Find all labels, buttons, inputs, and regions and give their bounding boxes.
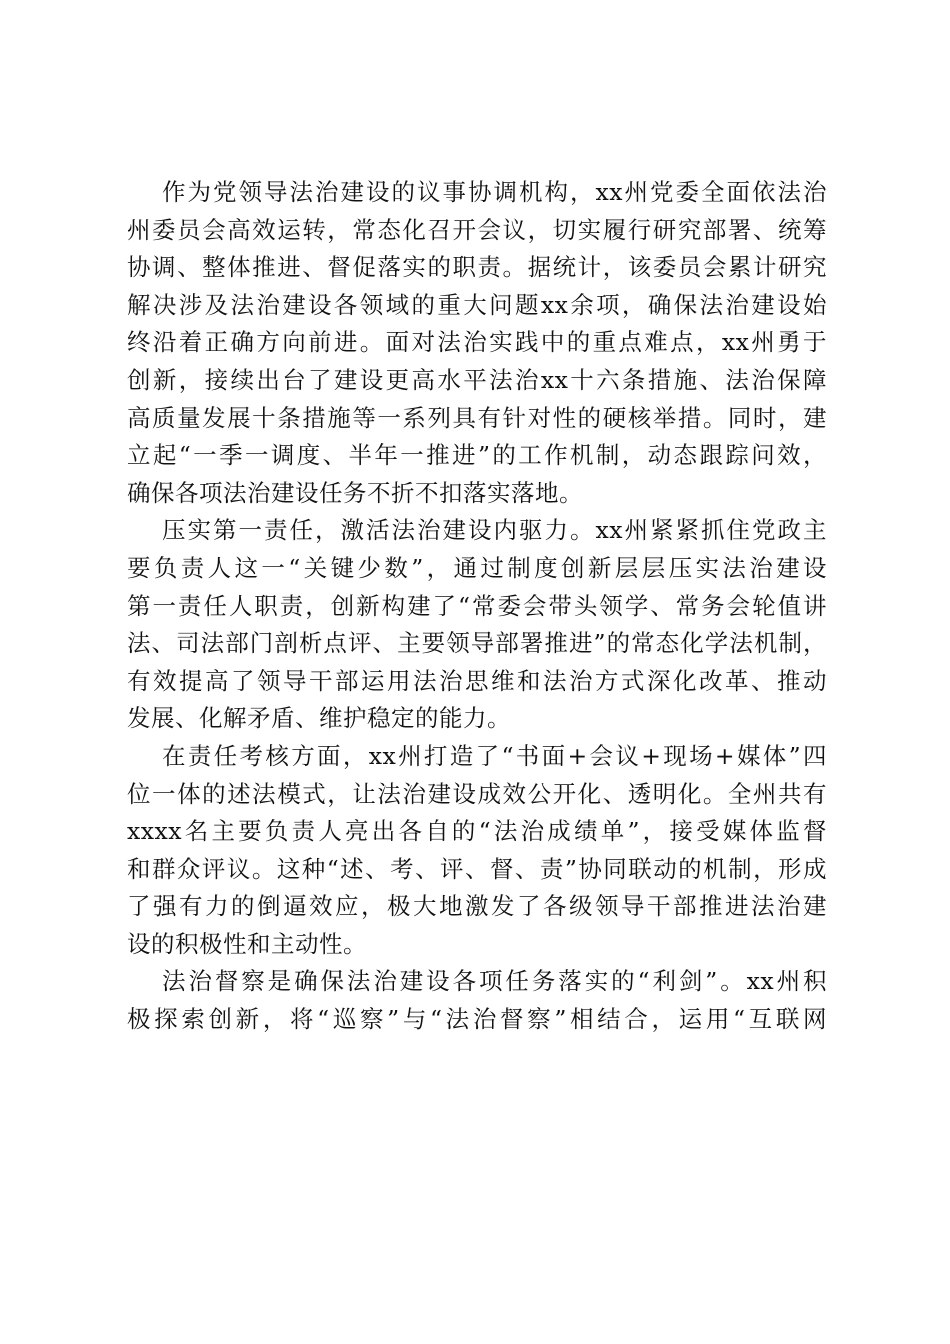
text-line: 位一体的述法模式，让法治建设成效公开化、透明化。全州共有 (127, 779, 827, 808)
paragraph-1 (127, 174, 827, 512)
text-line: 高质量发展十条措施等一系列具有针对性的硬核举措。同时，建 (127, 403, 827, 432)
text-line: 州委员会高效运转，常态化召开会议，切实履行研究部署、统筹 (127, 215, 827, 244)
paragraph-3 (127, 738, 827, 964)
text-line: 设的积极性和主动性。 (127, 929, 367, 958)
text-line: 立起“一季一调度、半年一推进”的工作机制，动态跟踪问效， (127, 441, 827, 470)
text-line: 了强有力的倒逼效应，极大地激发了各级领导干部推进法治建 (127, 892, 827, 921)
text-line: xxxx名主要负责人亮出各自的“法治成绩单”，接受媒体监督 (127, 817, 827, 846)
document-page (127, 174, 827, 1039)
text-line: 终沿着正确方向前进。面对法治实践中的重点难点，xx州勇于 (127, 328, 827, 357)
text-line: 确保各项法治建设任务不折不扣落实落地。 (127, 478, 583, 507)
text-line: 协调、整体推进、督促落实的职责。据统计，该委员会累计研究 (127, 253, 827, 282)
text-line: 要负责人这一“关键少数”，通过制度创新层层压实法治建设 (127, 553, 827, 582)
text-line: 极探索创新，将“巡察”与“法治督察”相结合，运用“互联网 (127, 1005, 827, 1034)
text-line: 创新，接续出台了建设更高水平法治xx十六条措施、法治保障 (127, 365, 827, 394)
text-line: 第一责任人职责，创新构建了“常委会带头领学、常务会轮值讲 (127, 591, 827, 620)
text-line: 在责任考核方面，xx州打造了“书面+会议+现场+媒体”四 (162, 741, 827, 770)
text-line: 作为党领导法治建设的议事协调机构，xx州党委全面依法治 (162, 178, 827, 206)
text-line: 法、司法部门剖析点评、主要领导部署推进”的常态化学法机制， (127, 629, 827, 658)
text-line: 有效提高了领导干部运用法治思维和法治方式深化改革、推动 (127, 666, 827, 695)
text-line: 发展、化解矛盾、维护稳定的能力。 (127, 704, 511, 733)
text-line: 和群众评议。这种“述、考、评、督、责”协同联动的机制，形成 (127, 854, 827, 883)
text-line: 解决涉及法治建设各领域的重大问题xx余项，确保法治建设始 (127, 290, 827, 319)
text-line: 法治督察是确保法治建设各项任务落实的“利剑”。xx州积 (162, 967, 827, 996)
paragraph-4 (127, 963, 827, 1038)
paragraph-2 (127, 512, 827, 738)
text-line: 压实第一责任，激活法治建设内驱力。xx州紧紧抓住党政主 (162, 516, 827, 545)
